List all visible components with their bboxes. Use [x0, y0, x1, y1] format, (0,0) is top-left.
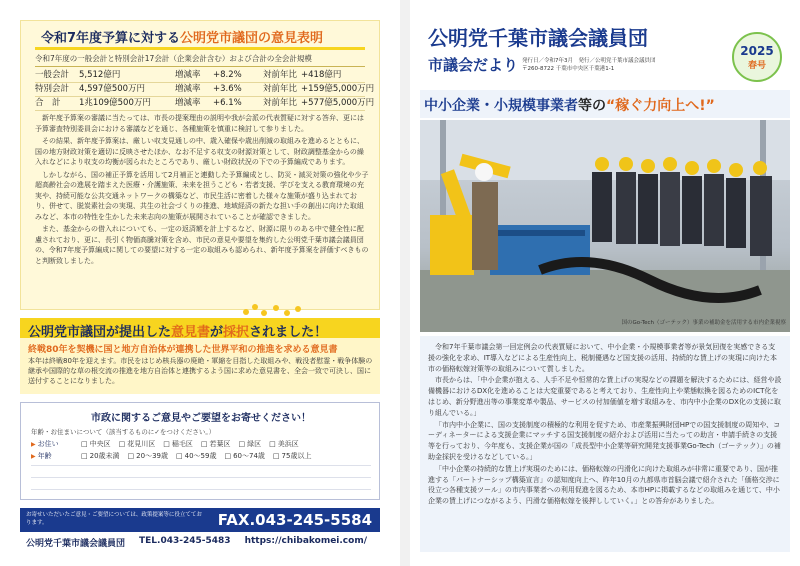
budget-paragraph: その結果、新年度予算案は、厳しい収支見通しの中、歳入確保や歳出削減の取組みを進めるとともに、国の地方財政対策を適切に反映させたほか、なお不足する収支の財源対策として、財政調整基金からの繰入れなどにより収支の均衡が図られたところであり、厳しい財政状況の下での予算編成であります。: [35, 137, 364, 166]
factory-scene-illustration: [420, 120, 790, 332]
budget-row-label: 一般会計: [35, 70, 70, 80]
contact-bar: [20, 508, 380, 532]
budget-body: [35, 113, 369, 268]
age-checkbox[interactable]: □ 60～74歳: [224, 451, 264, 461]
footer-url[interactable]: https://chibakomei.com/: [244, 536, 367, 546]
budget-row-total: [35, 97, 375, 111]
opinion-title-suffix: されました！: [249, 325, 328, 340]
main-article: [420, 336, 790, 552]
budget-row-change-label: 増減率: [175, 84, 201, 94]
budget-paragraph: 新年度予算案の審議に当たっては、市長の提案理由の説明や我が会派の代表質疑に対する答弁、更には予算審査特別委員会における審議などを通じ、各種施策を慎重に検討して参りました。: [35, 114, 364, 133]
budget-table-caption: 令和7年度の一般会計と特別会計17会計（企業会計含む）および合計の全会計規模: [35, 53, 365, 67]
budget-title-prefix: 令和7年度予算に対する: [41, 31, 181, 46]
footer-tel: TEL.043-245-5483: [139, 536, 231, 546]
age-row: [31, 451, 311, 461]
age-checkbox[interactable]: □ 40～59歳: [176, 451, 216, 461]
budget-table: [35, 53, 375, 111]
form-writing-line[interactable]: [31, 489, 371, 490]
residence-checkbox[interactable]: □ 若葉区: [201, 439, 231, 449]
headline-connector: 等の: [578, 98, 606, 114]
budget-row-change-label: 増減率: [175, 98, 201, 108]
budget-row-amount: 4,597億500万円: [79, 84, 146, 94]
photo-caption: 国のGo-Tech（ゴーテック）事業の補助金を活用する市内企業視察: [621, 320, 786, 326]
budget-row-yoy: +159億5,000万円: [301, 84, 375, 94]
budget-title: [41, 27, 323, 46]
residence-checkbox[interactable]: □ 稲毛区: [163, 439, 193, 449]
feedback-form: [20, 402, 380, 500]
budget-row-yoy-label: 対前年比: [263, 84, 298, 94]
headline-band: [420, 90, 790, 118]
budget-paragraph: また、基金からの借入れについても、一定の返済額を計上するなど、財源に限りのある中で健全性に配慮されており、更に、長引く物価高騰対策を含め、市民の意見や要望を集約した公明党千葉市議会議員団の、令和7年度予算編成に関しての要望に対する一定の取組みも認められ、新年度予算案を評価すべきものと判断致しました。: [35, 225, 369, 265]
issue-line: 発行日／令和7年3月 発行／公明党千葉市議会議員団: [522, 58, 656, 64]
age-checkbox[interactable]: □ 20歳未満: [81, 451, 120, 461]
residence-row: [31, 439, 299, 449]
form-writing-line[interactable]: [31, 465, 371, 466]
form-title: 市政に関するご意見やご要望をお寄せください！: [91, 413, 311, 424]
opinion-body: 本年は終戦80年を迎えます。市民をはじめ核兵器の廃絶・軍縮を目指した取組みや、戦没者慰霊・戦争体験の継承や国際的な草の根交流の推進を地方自治体と連携するよう国に求めた意見書を、全会一致で可決し、国に送付することになりました。: [28, 357, 373, 385]
budget-row-change: +3.6%: [213, 84, 242, 94]
article-paragraph: 市長からは、「中小企業が抱える、人手不足や恒常的な賃上げの実現などの課題を解決するためには、経営や設備機器におけるDX化を進めることは大変重要であると考えており、生産性向上や業態転換を図るためのICT化をはじめ、新分野進出等の事業変革や製品、サービスの付加価値を増す取組みを、市内中小企業のDX化の支援に取り組んでいる。」: [428, 376, 782, 417]
budget-title-underline: [35, 47, 365, 50]
newsletter-title: 公明党千葉市議会議員団: [428, 26, 648, 50]
residence-label: ▶ お住い: [31, 439, 73, 449]
opinion-title: [28, 321, 327, 340]
budget-row-change-label: 増減率: [175, 70, 201, 80]
flower-decoration: [243, 301, 303, 317]
issue-info: [522, 58, 656, 73]
opinion-title-highlight: 意見書: [171, 325, 211, 340]
opinion-subtitle: 終戦80年を契機に国と地方自治体が連携した世界平和の推進を求める意見書: [28, 345, 338, 355]
budget-row-amount: 1兆109億500万円: [79, 98, 151, 108]
budget-opinion-section: [20, 20, 380, 310]
adopted-opinion-section: [20, 318, 380, 394]
form-writing-line[interactable]: [31, 477, 371, 478]
article-paragraph: 「中小企業の持続的な賃上げ実現のためには、価格転嫁の円滑化に向けた取組みが非常に重要であり、国が推進する「パートナーシップ構築宣言」の認知度向上へ、昨年10月の九都県市首脳会議で紹介された「価格交渉に役立つ各種支援ツール」の市内事業者への利用促進を図るため、本市HPに掲載するなどの取組みを通じて、中小企業の賃上げにつながるよう、円滑な価格転嫁を後押ししていく。」との答弁がありました。: [428, 464, 780, 506]
headline-subject: 中小企業・小規模事業者: [424, 98, 578, 114]
article-paragraph: 「市内中小企業に、国の支援制度の積極的な利用を促すため、市産業振興財団HPでの国支援制度の周知や、コーディネーターによる支援企業にマッチする国支援制度の紹介および活用に当たっての助言・申請手続きの支援等を行っており、今年度も、支援企業が国の「成長型中小企業等研究開発支援事業Go-Tech（ゴーテック）」の補助金採択を受けるなどしている。」: [428, 420, 781, 461]
footer-info: [26, 536, 386, 549]
fax-number: FAX.043-245-5584: [217, 511, 372, 529]
form-hint: 年齢・お住まいについて（該当するものに✓をつけください。）: [31, 428, 216, 436]
budget-row-change: +6.1%: [213, 98, 242, 108]
opinion-title-prefix: 公明党市議団が提出した: [28, 325, 172, 340]
age-label: ▶ 年齢: [31, 451, 73, 461]
age-checkbox[interactable]: □ 20～39歳: [128, 451, 168, 461]
issue-address: 〒260-8722 千葉市中央区千葉港1-1: [522, 65, 615, 72]
budget-row-change: +8.2%: [213, 70, 242, 80]
badge-season: 春号: [747, 61, 766, 71]
budget-row-yoy: +577億5,000万円: [301, 98, 375, 108]
residence-checkbox[interactable]: □ 緑区: [239, 439, 262, 449]
budget-row-yoy-label: 対前年比: [263, 98, 298, 108]
factory-visit-photo: [420, 120, 790, 332]
budget-row-yoy-label: 対前年比: [263, 70, 298, 80]
issue-badge: [732, 32, 782, 82]
headline: [424, 95, 715, 115]
budget-row-label: 特別会計: [35, 84, 70, 94]
age-checkbox[interactable]: □ 75歳以上: [273, 451, 312, 461]
budget-row-amount: 5,512億円: [79, 70, 121, 80]
residence-checkbox[interactable]: □ 中央区: [81, 439, 111, 449]
page-fold: [400, 0, 410, 566]
masthead: [420, 18, 790, 86]
right-page: [410, 0, 800, 566]
residence-checkbox[interactable]: □ 花見川区: [119, 439, 156, 449]
opinion-title-highlight: 採択: [223, 325, 250, 340]
budget-row-label: 合 計: [35, 98, 61, 108]
residence-checkbox[interactable]: □ 美浜区: [269, 439, 299, 449]
budget-title-highlight: 公明党市議団の意見表明: [180, 31, 324, 46]
headline-quote: “稼ぐ力向上へ!”: [606, 98, 715, 114]
budget-row-general: [35, 69, 365, 83]
badge-year: 2025: [740, 44, 774, 58]
article-paragraph: 令和7年千葉市議会第一回定例会の代表質疑において、中小企業・小規模事業者等が景気回復を実感できる支援の強化を求め、IT導入などによる生産性向上、税制優遇など国支援の活用、持続的な賃上げの実現に向けた本市の価格転嫁対策等の取組みについて質しました。: [428, 343, 778, 373]
footer-org: 公明党千葉市議会議員団: [26, 539, 126, 549]
budget-paragraph: しかしながら、国の補正予算を活用して2月補正と連動した予算編成とし、防災・減災対策の強化や少子超高齢社会の進展を踏まえた医療・介護施策、未来を担うこども・若者支援、学びを支える教育環境の充実や、持続可能な公共交通ネットワークの構築など、市民生活に密着した様々な施策が盛り込まれており、併せて、脱炭素社会の実現、共生の社会づくりの推進、地域経済の新たな担い手の創出に向けた取組みなど、本市の特性を生かした未来志向の施策が展開されていることが確認できました。: [35, 170, 369, 221]
budget-row-special: [35, 83, 375, 97]
budget-row-yoy: +418億円: [301, 70, 342, 80]
newsletter-subtitle: 市議会だより: [428, 56, 519, 74]
contact-note: お寄せいただいたご意見・ご要望については、政策提案等に役立てております。: [26, 512, 202, 526]
opinion-title-mid: が: [210, 325, 224, 340]
